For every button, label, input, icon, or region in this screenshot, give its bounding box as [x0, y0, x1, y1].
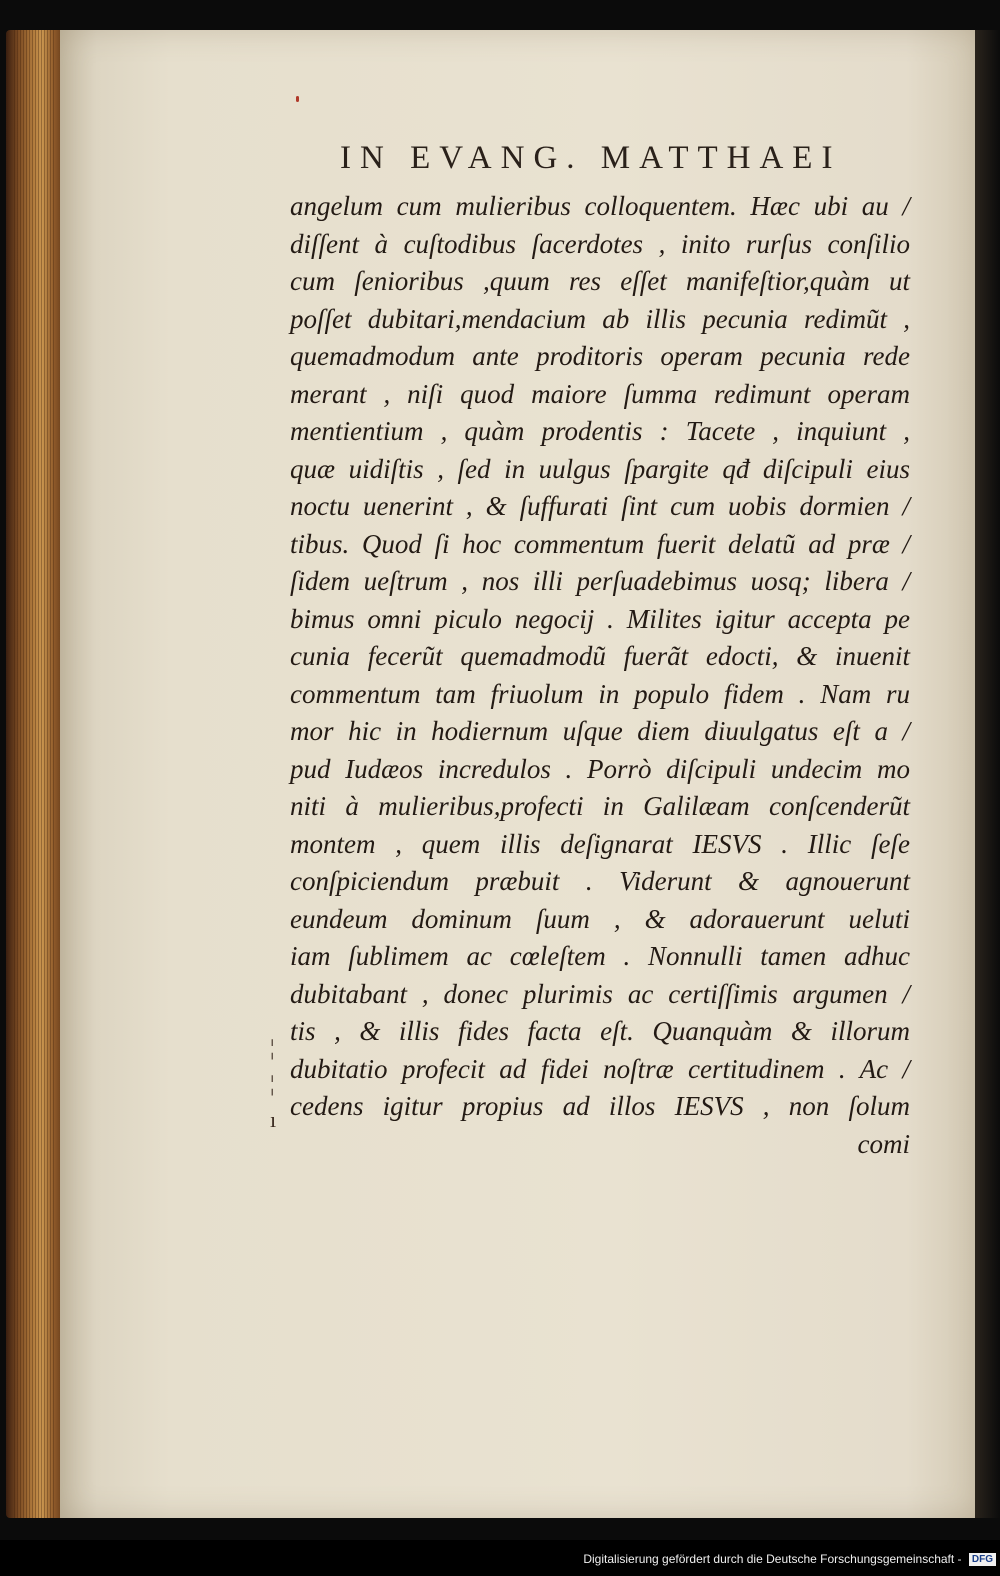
catchword: comi: [857, 1128, 910, 1159]
credit-text: Digitalisierung gefördert durch die Deutsche Forschungsgemeinschaft -: [583, 1552, 962, 1566]
text-line: iam ſublimem ac cœleſtem . Nonnulli tamen adhuc: [290, 941, 910, 971]
text-block: [290, 188, 930, 1163]
dfg-logo[interactable]: DFG: [969, 1553, 996, 1566]
text-line: merant , niſi quod maiore ſumma redimunt operam: [290, 378, 910, 409]
text-line: cum ſenioribus ,quum res eſſet manifeſtior,quàm ut: [290, 266, 910, 296]
text-line: cedens igitur propius ad illos IESVS , non ſolum: [290, 1091, 910, 1121]
footer-bar: [0, 1540, 1000, 1576]
text-line: pud Iudæos incredulos . Porrò diſcipuli undecim mo: [290, 753, 910, 784]
margin-marks: ¦ ¦ ı: [270, 1035, 277, 1132]
text-line: commentum tam friuolum in populo fidem . Nam ru: [290, 678, 910, 709]
page-shadow: [975, 30, 1000, 1518]
text-line: dubitatio profecit ad fidei noſtræ certitudinem . Ac /: [290, 1053, 910, 1084]
text-line: tibus. Quod ſi hoc commentum fuerit delatũ ad præ /: [290, 528, 910, 559]
text-line: bimus omni piculo negocij . Milites igitur accepta pe: [290, 603, 910, 634]
text-line: mor hic in hodiernum uſque diem diuulgatus eſt a /: [290, 716, 910, 746]
text-line: tis , & illis fides facta eſt. Quanquàm & illorum: [290, 1016, 910, 1046]
text-line: eundeum dominum ſuum , & adorauerunt ueluti: [290, 903, 910, 934]
red-mark: [296, 96, 299, 102]
text-line: niti à mulieribus,profecti in Galilæam conſcenderũt: [290, 791, 910, 821]
text-line: ſidem ueſtrum , nos illi perſuadebimus uosq; libera /: [290, 566, 910, 596]
text-line: poſſet dubitari,mendacium ab illis pecunia redimũt ,: [290, 303, 910, 334]
text-line: montem , quem illis deſignarat IESVS . Illic ſeſe: [290, 828, 910, 859]
text-line: diſſent à cuſtodibus ſacerdotes , inito rurſus conſilio: [290, 228, 910, 259]
text-line: angelum cum mulieribus colloquentem. Hæc ubi au /: [290, 191, 910, 221]
text-line: cunia fecerũt quemadmodũ fuerãt edocti, & inuenit: [290, 641, 910, 671]
running-head: IN EVANG. MATTHAEI: [340, 140, 842, 176]
text-line: dubitabant , donec plurimis ac certiſſimis argumen /: [290, 978, 910, 1009]
book-edge: [6, 30, 66, 1518]
text-line: mentientium , quàm prodentis : Tacete , inquiunt ,: [290, 416, 910, 446]
text-line: quemadmodum ante proditoris operam pecunia rede: [290, 341, 910, 371]
footer-credit: [583, 1552, 996, 1566]
text-line: quæ uidiſtis , ſed in uulgus ſpargite qđ diſcipuli eius: [290, 453, 910, 484]
text-line: conſpiciendum præbuit . Viderunt & agnouerunt: [290, 866, 910, 896]
text-line: noctu uenerint , & ſuffurati ſint cum uobis dormien /: [290, 491, 910, 521]
